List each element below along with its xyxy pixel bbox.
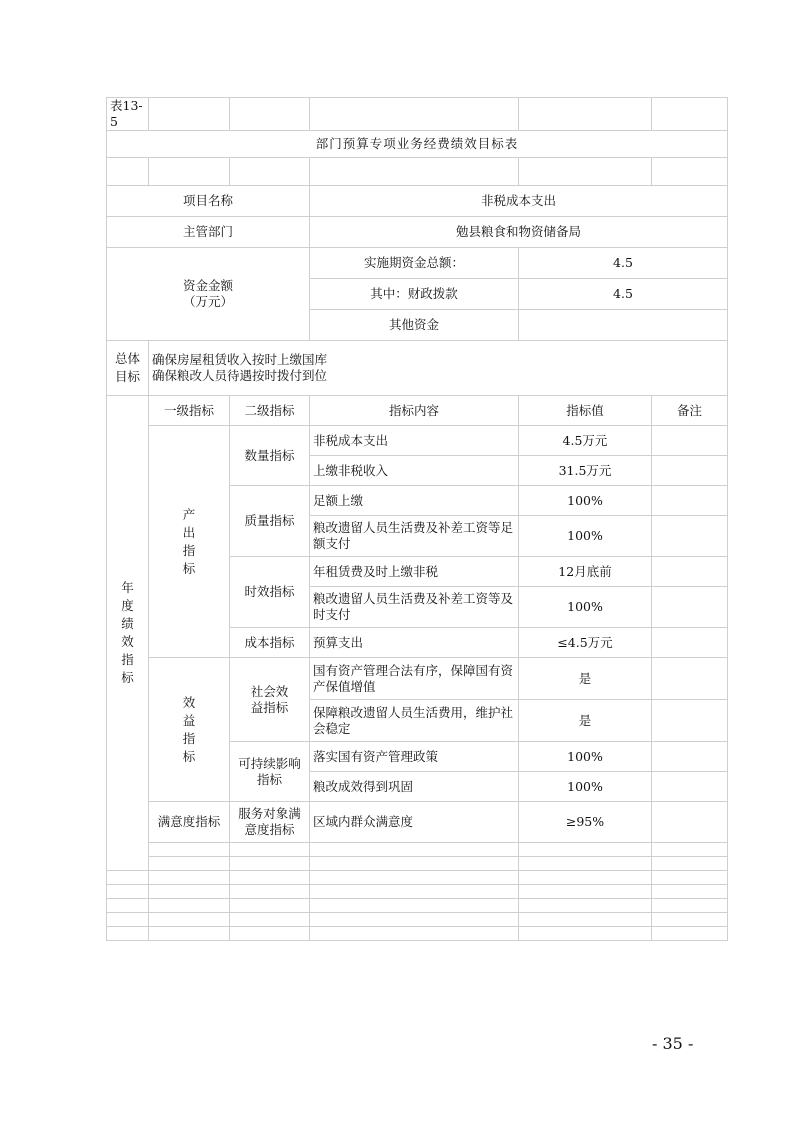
benefit-indicator-label: 效益指标: [149, 658, 230, 802]
funds-label-line2: （万元）: [182, 294, 233, 309]
funds-fiscal-value: 4.5: [519, 279, 728, 310]
indicator-value: 100%: [519, 587, 652, 628]
indicator-note: [652, 772, 728, 802]
indicator-content: 上缴非税收入: [310, 456, 519, 486]
indicator-content: 国有资产管理合法有序，保障国有资产保值增值: [310, 658, 519, 700]
annual-indicator-label: 年度绩效指标: [107, 396, 149, 871]
indicator-note: [652, 486, 728, 516]
indicator-content: 保障粮改遗留人员生活费用，维护社会稳定: [310, 700, 519, 742]
indicator-content: 粮改遗留人员生活费及补差工资等足额支付: [310, 516, 519, 557]
overall-goal-label: 总体目标: [107, 341, 149, 396]
indicator-content: 粮改成效得到巩固: [310, 772, 519, 802]
funds-total-value: 4.5: [519, 248, 728, 279]
funds-other-label: 其他资金: [310, 310, 519, 341]
quality-indicator-label: 质量指标: [230, 486, 310, 557]
timeliness-indicator-label: 时效指标: [230, 557, 310, 628]
funds-total-label: 实施期资金总额：: [310, 248, 519, 279]
satisfaction-sublabel: 服务对象满意度指标: [230, 802, 310, 843]
indicator-note: [652, 742, 728, 772]
indicator-content: 区域内群众满意度: [310, 802, 519, 843]
indicator-value: ≤4.5万元: [519, 628, 652, 658]
indicator-note: [652, 557, 728, 587]
project-name-value: 非税成本支出: [310, 186, 728, 217]
indicator-value: 31.5万元: [519, 456, 652, 486]
indicator-value: 100%: [519, 742, 652, 772]
header-level2: 二级指标: [230, 396, 310, 426]
cost-indicator-label: 成本指标: [230, 628, 310, 658]
output-indicator-label: 产出指标: [149, 426, 230, 658]
overall-goal-line1: 确保房屋租赁收入按时上缴国库: [152, 352, 328, 367]
indicator-value: 12月底前: [519, 557, 652, 587]
funds-other-value: [519, 310, 728, 341]
indicator-note: [652, 456, 728, 486]
indicator-note: [652, 658, 728, 700]
indicator-content: 粮改遗留人员生活费及补差工资等及时支付: [310, 587, 519, 628]
indicator-value: 100%: [519, 772, 652, 802]
performance-table: [106, 97, 728, 941]
indicator-note: [652, 700, 728, 742]
indicator-note: [652, 426, 728, 456]
department-label: 主管部门: [107, 217, 310, 248]
page-number: - 35 -: [652, 1034, 694, 1053]
header-value: 指标值: [519, 396, 652, 426]
indicator-value: 100%: [519, 486, 652, 516]
performance-table-sheet: [106, 97, 728, 941]
indicator-note: [652, 587, 728, 628]
indicator-value: 是: [519, 700, 652, 742]
table-code: 表13-5: [107, 98, 149, 131]
overall-goal-text: [149, 341, 728, 396]
page-title: 部门预算专项业务经费绩效目标表: [107, 131, 728, 158]
header-level1: 一级指标: [149, 396, 230, 426]
indicator-value: 100%: [519, 516, 652, 557]
header-note: 备注: [652, 396, 728, 426]
department-value: 勉县粮食和物资储备局: [310, 217, 728, 248]
quantity-indicator-label: 数量指标: [230, 426, 310, 486]
indicator-content: 预算支出: [310, 628, 519, 658]
header-content: 指标内容: [310, 396, 519, 426]
sustain-indicator-label: 可持续影响指标: [230, 742, 310, 802]
indicator-note: [652, 628, 728, 658]
indicator-value: ≥95%: [519, 802, 652, 843]
funds-label: [107, 248, 310, 341]
indicator-content: 足额上缴: [310, 486, 519, 516]
indicator-value: 是: [519, 658, 652, 700]
social-benefit-label: 社会效益指标: [230, 658, 310, 742]
satisfaction-indicator-label: 满意度指标: [149, 802, 230, 843]
overall-goal-line2: 确保粮改人员待遇按时拨付到位: [152, 368, 328, 383]
indicator-content: 落实国有资产管理政策: [310, 742, 519, 772]
indicator-content: 年租赁费及时上缴非税: [310, 557, 519, 587]
funds-label-line1: 资金金额: [182, 278, 233, 293]
indicator-note: [652, 516, 728, 557]
indicator-content: 非税成本支出: [310, 426, 519, 456]
indicator-note: [652, 802, 728, 843]
indicator-value: 4.5万元: [519, 426, 652, 456]
funds-fiscal-label: 其中：财政拨款: [310, 279, 519, 310]
project-name-label: 项目名称: [107, 186, 310, 217]
